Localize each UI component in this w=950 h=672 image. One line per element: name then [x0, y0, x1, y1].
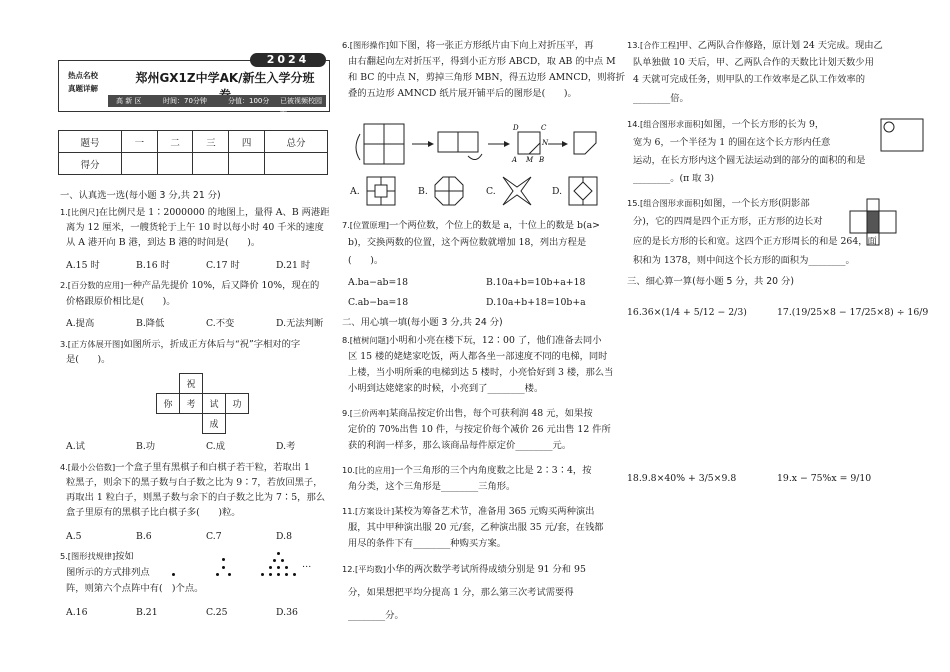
calc-q17: 17.(19/25×8 − 17/25×8) ÷ 16/9	[777, 307, 929, 318]
q5-tag: 5.[图形找规律]	[60, 551, 116, 561]
q5-line-2: 图所示的方式排列点	[66, 567, 150, 578]
q1-tag: 1.[比例尺]	[60, 207, 99, 217]
calc-q19: 19.x − 75%x = 9/10	[777, 473, 872, 484]
dot	[281, 559, 284, 562]
q2-tag: 2.[百分数的应用]	[60, 280, 124, 290]
score-table-row	[59, 153, 328, 175]
q15-line-2: 分)，它的四周是四个正方形，正方形的边长对	[633, 216, 823, 227]
option-b-figure[interactable]	[434, 176, 464, 206]
dot	[172, 573, 175, 576]
q15-line-3: 应的是长方形的长和宽。这四个正方形周长的和是 264，面	[633, 236, 877, 247]
section-3-heading: 三、细心算一算(每小题 5 分，共 20 分)	[627, 276, 794, 287]
q5-option[interactable]: C.25	[206, 607, 228, 618]
dot	[293, 573, 296, 576]
folding-steps-figure	[350, 118, 618, 168]
cube-cell: 成	[203, 414, 226, 434]
question-line	[60, 461, 310, 474]
q13-line-4: ________倍。	[633, 93, 689, 104]
q4-option[interactable]: D.8	[276, 531, 292, 542]
cut-line	[529, 143, 540, 154]
hot-badge-line-1: 热点名校	[68, 71, 98, 80]
question-line	[627, 197, 810, 210]
fold-arrow-icon	[468, 154, 482, 160]
q15-tag: 15.[组合图形求面积]	[627, 198, 704, 208]
fold-arrow-icon	[356, 134, 360, 160]
arrow-head-icon	[428, 141, 434, 147]
q1-option[interactable]: D.21 时	[276, 260, 311, 271]
q4-line-4: 盒子里原有的黑棋子比白棋子多( )粒。	[66, 507, 241, 518]
q7-line-3: ( )。	[348, 255, 384, 266]
question-line	[60, 338, 300, 351]
q5-option[interactable]: B.21	[136, 607, 158, 618]
q1-line-3: 从 A 港开向 B 港，到达 B 港的时间是( )。	[66, 237, 261, 248]
question-line	[60, 279, 319, 292]
ellipsis: …	[302, 559, 312, 570]
question-line	[627, 118, 824, 131]
q9-line-1: 某商品按定价出售，每个可获利润 48 元，如果按	[388, 408, 593, 419]
question-line	[342, 219, 600, 232]
dot	[216, 573, 219, 576]
q10-line-1: 一个三角形的三个内角度数之比是 2∶3∶4，按	[394, 465, 592, 476]
q14-line-1: 如图，一个长方形的长为 9，	[703, 119, 825, 130]
column-1	[58, 0, 330, 672]
q12-line-1: 小华的两次数学考试所得成绩分别是 91 分和 95	[385, 564, 586, 575]
score-table	[58, 130, 328, 175]
q5-option[interactable]: A.16	[66, 607, 88, 618]
q7-line-2: b)，交换两数的位置，这个两位数就增加 18，列出方程是	[348, 237, 587, 248]
section-2-heading: 二、用心填一填(每小题 3 分,共 24 分)	[342, 317, 503, 328]
score-cell: 一	[121, 131, 157, 153]
q14-tag: 14.[组合图形求面积]	[627, 119, 704, 129]
step-small-square	[518, 132, 540, 154]
q12-tag: 12.[平均数]	[342, 564, 386, 574]
q3-option[interactable]: B.功	[136, 441, 156, 452]
circle-shape	[884, 122, 894, 132]
q3-option[interactable]: D.考	[276, 441, 296, 452]
score-input-cell[interactable]	[193, 153, 229, 175]
score-cell: 二	[157, 131, 193, 153]
q4-line-3: 再取出 1 粒白子，则黑子数与余下的白子数之比为 7∶5，那么	[66, 492, 326, 503]
score-cell: 总分	[265, 131, 328, 153]
q13-tag: 13.[合作工程]	[627, 40, 680, 50]
question-line	[627, 39, 883, 52]
column-3	[625, 0, 929, 672]
q2-option[interactable]: C.不变	[206, 318, 235, 329]
q7-option[interactable]: B.10a+b=10b+a+18	[486, 277, 586, 288]
calc-q18: 18.9.8×40% + 3/5×9.8	[627, 473, 737, 484]
score-cell: 三	[193, 131, 229, 153]
q10-tag: 10.[比的应用]	[342, 465, 395, 475]
q6-tag: 6.[图形操作]	[342, 40, 389, 50]
q6-line-4: 叠的五边形 AMNCD 纸片展开铺平后的图形是( )。	[348, 88, 577, 99]
dot	[228, 573, 231, 576]
q8-tag: 8.[植树问题]	[342, 335, 389, 345]
q4-option[interactable]: A.5	[66, 531, 82, 542]
pentagon-shape	[574, 132, 596, 154]
q5-line-3: 阵，则第六个点阵中有( )个点。	[66, 583, 204, 594]
dot	[222, 566, 225, 569]
exam-meta-bar	[108, 95, 326, 117]
dot	[277, 573, 280, 576]
label-c: C	[541, 124, 547, 132]
q9-line-3: 获的利润一样多，那么该商品每件原定价________元。	[348, 440, 572, 451]
label-b: B	[539, 156, 545, 164]
q2-option[interactable]: B.降低	[136, 318, 165, 329]
option-d-figure[interactable]	[568, 176, 598, 206]
q1-option[interactable]: A.15 时	[66, 260, 100, 271]
score-cell: 题号	[59, 131, 122, 153]
q11-tag: 11.[方案设计]	[342, 506, 395, 516]
label-a: A	[512, 156, 518, 164]
question-line	[60, 550, 134, 563]
q12-line-2: 分，如果想把平均分提高 1 分，那么第三次考试需要得	[348, 587, 574, 598]
q1-option[interactable]: B.16 时	[136, 260, 170, 271]
meta-note: 已被视频校园版	[280, 97, 322, 117]
q12-line-3: ________分。	[348, 610, 404, 621]
q7-option[interactable]: C.ab−ba=18	[348, 297, 409, 308]
cube-row	[157, 414, 249, 434]
q1-line-2: 离为 12 厘米，一艘货轮于上午 10 时以每小时 40 千米的速度	[66, 222, 324, 233]
q1-line-1: 在比例尺是 1∶2000000 的地图上，量得 A、B 两港距	[98, 207, 330, 218]
year-badge: 2024	[250, 53, 326, 67]
meta-time: 时间：70分钟	[163, 97, 207, 105]
q10-line-2: 角分类，这个三角形是________三角形。	[348, 481, 516, 492]
hot-badge-line-2: 真题详解	[68, 84, 98, 93]
question-line	[342, 407, 593, 420]
question-line	[342, 334, 602, 347]
q1-option[interactable]: C.17 时	[206, 260, 240, 271]
option-c-figure[interactable]	[502, 176, 532, 206]
q2-option[interactable]: A.提高	[66, 318, 95, 329]
q6-line-3: 和 BC 的中点 N，剪掉三角形 MBN，得五边形 AMNCD，则将折	[348, 72, 626, 83]
arrow-head-icon	[562, 141, 568, 147]
cube-net-figure	[156, 373, 249, 434]
calc-q16: 16.36×(1/4 + 5/12 − 2/3)	[627, 307, 747, 318]
exam-title: 郑州GX1Z中学AK/新生入学分班	[135, 71, 315, 85]
question-line	[342, 464, 592, 477]
q14-line-2: 宽为 6，一个半径为 1 的圆在这个长方形内任意	[633, 137, 831, 148]
q13-line-1: 甲、乙两队合作修路，原计划 24 天完成。现由乙	[679, 40, 883, 51]
q4-line-2: 粒黑子，则余下的黑子数与白子数之比为 9∶7，若放回黑子，	[66, 477, 323, 488]
q14-line-4: ________。(π 取 3)	[633, 173, 714, 184]
dot	[285, 573, 288, 576]
score-cell: 得分	[59, 153, 122, 175]
q15-line-1: 如图，一个长方形(阴影部	[703, 198, 810, 209]
q6-option[interactable]: D.	[552, 186, 563, 197]
q8-line-3: 上楼，当小明所乘的电梯到达 5 楼时，小亮恰好到 3 楼，那么当	[348, 367, 614, 378]
q2-line-2: 价格跟原价相比是( )。	[66, 296, 176, 307]
q5-line-1: 按如	[115, 551, 134, 562]
q2-option[interactable]: D.无法判断	[276, 318, 324, 329]
score-input-cell[interactable]	[229, 153, 265, 175]
dot	[277, 552, 280, 555]
cube-cell: 考	[180, 394, 203, 414]
column-2	[340, 0, 626, 672]
question-line	[342, 505, 594, 518]
q8-line-2: 区 15 楼的姥姥家吃饭，两人都各坐一部速度不同的电梯，同时	[348, 351, 608, 362]
q7-line-1: 一个两位数，个位上的数是 a，十位上的数是 b(a>	[388, 220, 600, 231]
q3-option[interactable]: C.成	[206, 441, 226, 452]
dot	[269, 573, 272, 576]
q4-tag: 4.[最小公倍数]	[60, 462, 116, 472]
score-table-row	[59, 131, 328, 153]
q3-line-2: 是( )。	[66, 354, 111, 365]
cube-cell: 试	[203, 394, 226, 414]
cube-cell: 你	[157, 394, 180, 414]
dot	[261, 573, 264, 576]
q7-option[interactable]: D.10a+b+18=10b+a	[486, 297, 586, 308]
score-input-cell[interactable]	[157, 153, 193, 175]
dot	[285, 566, 288, 569]
q13-line-3: 4 天就可完成任务，则甲队的工作效率是乙队工作效率的	[633, 74, 865, 85]
q8-line-4: 小明到达姥姥家的时候，小亮到了________楼。	[348, 383, 544, 394]
q9-line-2: 定价的 70%出售 10 件，与按定价每个减价 26 元出售 12 件所	[348, 424, 611, 435]
question-line	[342, 39, 594, 52]
q7-tag: 7.[位置原理]	[342, 220, 389, 230]
q9-tag: 9.[三价两率]	[342, 408, 389, 418]
q15-line-4: 积和为 1378，则中间这个长方形的面积为________。	[633, 255, 855, 266]
cube-cell: 祝	[180, 374, 203, 394]
q4-option[interactable]: B.6	[136, 531, 152, 542]
score-cell: 四	[229, 131, 265, 153]
q6-option[interactable]: A.	[350, 186, 360, 197]
q13-line-2: 队单独做 10 天后，甲、乙两队合作的天数比计划天数少用	[633, 57, 874, 68]
q6-line-1: 如下图，将一张正方形纸片由下向上对折压平，再	[388, 40, 594, 51]
label-m: M	[526, 156, 534, 164]
cube-row	[157, 394, 249, 414]
q7-option[interactable]: A.ba−ab=18	[348, 277, 409, 288]
score-input-cell[interactable]	[121, 153, 157, 175]
q4-line-1: 一个盒子里有黑棋子和白棋子若干粒，若取出 1	[115, 462, 310, 473]
cube-cell: 功	[226, 394, 249, 414]
score-input-cell[interactable]	[265, 153, 328, 175]
q6-line-2: 由右翻起向左对折压平，得到小正方形 ABCD，取 AB 的中点 M	[348, 56, 616, 67]
label-n: N	[542, 139, 549, 147]
meta-score: 分值：100分	[228, 97, 270, 105]
q3-option[interactable]: A.试	[66, 441, 85, 452]
q8-line-1: 小明和小亮在楼下玩，12∶00 了，他们准备去同小	[388, 335, 602, 346]
q14-line-3: 运动，在长方形内这个圆无法运动到的部分的面积的和是	[633, 155, 866, 166]
q3-tag: 3.[正方体展开图]	[60, 339, 124, 349]
rectangle-circle-figure	[880, 118, 924, 154]
q11-line-2: 服，其中甲种演出服 20 元/套，乙种演出服 35 元/套，在钱都	[348, 522, 604, 533]
section-1-heading: 一、认真选一选(每小题 3 分,共 21 分)	[60, 190, 221, 201]
q4-option[interactable]: C.7	[206, 531, 222, 542]
option-a-figure[interactable]	[366, 176, 396, 206]
q6-option[interactable]: C.	[486, 186, 496, 197]
q11-line-3: 用尽的条件下有________种购买方案。	[348, 538, 507, 549]
squares-around-rectangle-figure	[849, 198, 899, 248]
label-d: D	[513, 124, 519, 132]
dot	[277, 566, 280, 569]
q11-line-1: 某校为筹备艺术节，准备用 365 元购买两种演出	[394, 506, 595, 517]
dot	[269, 566, 272, 569]
dot	[222, 558, 225, 561]
q5-option[interactable]: D.36	[276, 607, 298, 618]
meta-district: 高 新 区	[116, 97, 142, 105]
question-line	[342, 563, 586, 576]
q2-line-1: 一种产品先提价 10%，后又降价 10%，现在的	[123, 280, 320, 291]
q6-option[interactable]: B.	[418, 186, 428, 197]
dot	[273, 559, 276, 562]
hot-school-badge	[60, 69, 106, 103]
cube-row	[157, 374, 249, 394]
q3-line-1: 如图所示，折成正方体后与“祝”字相对的字	[123, 339, 301, 350]
arrow-head-icon	[504, 141, 510, 147]
question-line	[60, 206, 330, 219]
shaded-rectangle	[867, 211, 879, 233]
